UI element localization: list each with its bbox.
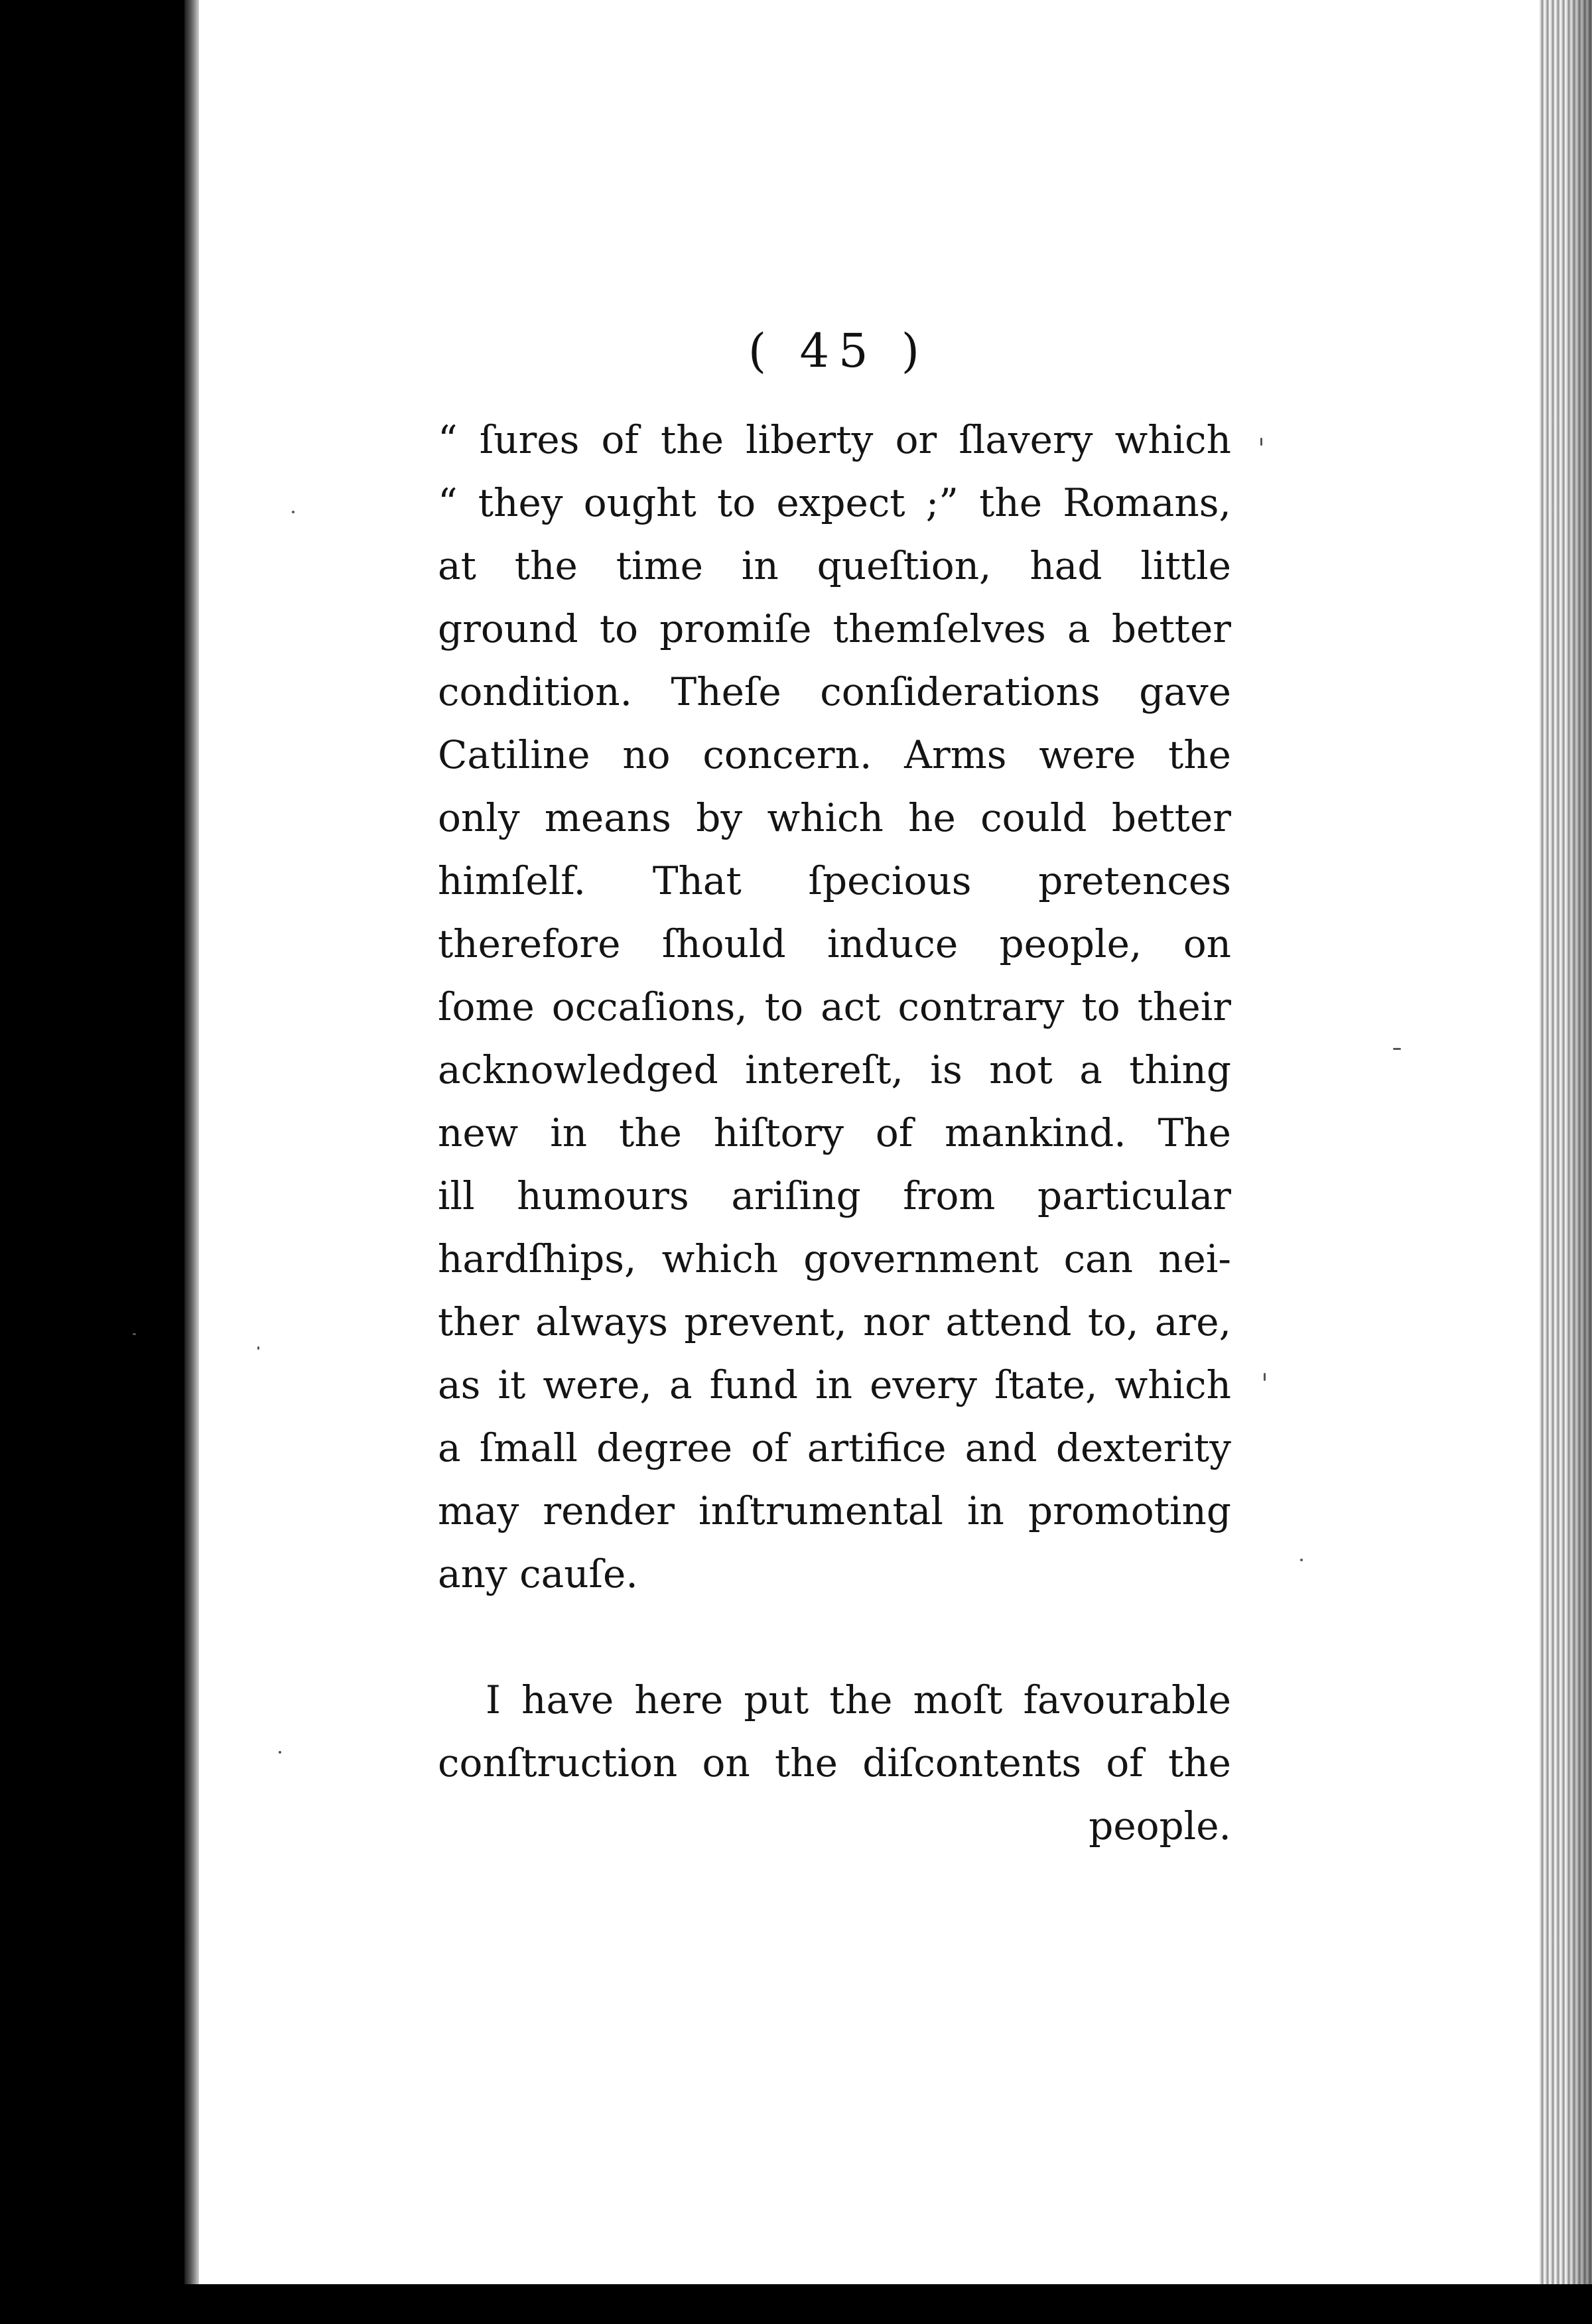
paragraph-gap — [438, 1606, 1231, 1669]
text-line: therefore ſhould induce people, on — [438, 921, 1231, 966]
text-line: ther always prevent, nor attend to, are, — [438, 1299, 1231, 1344]
page-gutter — [184, 0, 199, 2284]
speck — [292, 511, 295, 513]
body-text — [438, 409, 1231, 1858]
speck — [133, 1333, 136, 1335]
text-line: Catiline no concern. Arms were the — [438, 732, 1231, 777]
text-line: as it were, a fund in every ſtate, which — [438, 1362, 1231, 1407]
text-line: ground to promiſe themſelves a better — [438, 606, 1231, 651]
text-line: ſome occaſions, to act contrary to their — [438, 984, 1231, 1029]
text-line: acknowledged intereſt, is not a thing — [438, 1047, 1231, 1092]
page-edge-shadow — [1565, 0, 1592, 2284]
text-line: new in the hiſtory of mankind. The — [438, 1110, 1231, 1155]
text-line: “ they ought to expect ;” the Romans, — [438, 480, 1231, 525]
text-line: himſelf. That ſpecious pretences — [438, 858, 1231, 903]
text-line: conſtruction on the diſcontents of the — [438, 1740, 1231, 1785]
text-line: ill humours ariſing from particular — [438, 1173, 1231, 1218]
text-line: a ſmall degree of artifice and dexterity — [438, 1425, 1231, 1470]
text-line: may render inſtrumental in promoting — [438, 1488, 1231, 1533]
text-line: “ ſures of the liberty or ſlavery which — [438, 417, 1231, 462]
scan-border-left — [0, 0, 184, 2324]
speck — [1260, 438, 1262, 446]
text-line: at the time in queſtion, had little — [438, 543, 1231, 588]
speck — [1393, 1048, 1401, 1050]
speck — [257, 1346, 259, 1350]
text-line: condition. Theſe conſiderations gave — [438, 669, 1231, 714]
speck — [1300, 1559, 1303, 1561]
text-line: hardſhips, which government can nei- — [438, 1236, 1231, 1281]
speck — [279, 1751, 281, 1754]
text-line: any cauſe. — [438, 1551, 638, 1596]
page-number: ( 45 ) — [748, 324, 929, 378]
text-line: I have here put the moſt favourable — [486, 1677, 1231, 1722]
text-line: people. — [1089, 1803, 1231, 1848]
speck — [1264, 1373, 1266, 1381]
scan-border-bottom — [0, 2284, 1592, 2324]
text-line: only means by which he could better — [438, 795, 1231, 840]
